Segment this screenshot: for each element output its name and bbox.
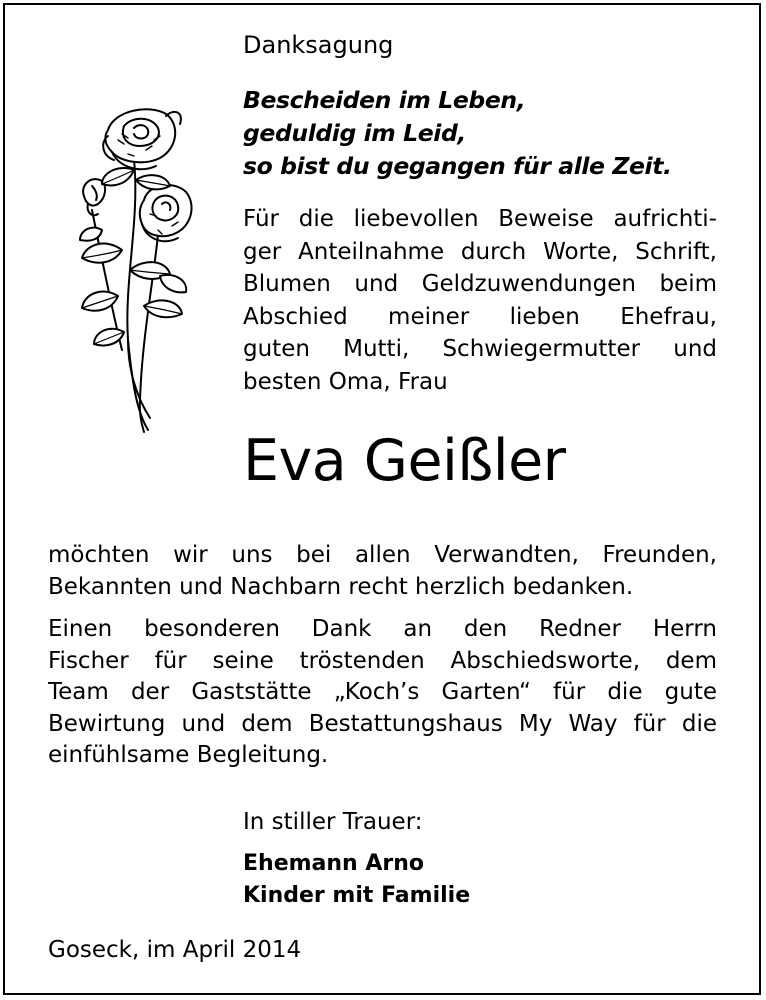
signoff-label: In stiller Trauer: [243, 809, 423, 835]
thanks-paragraph [48, 540, 717, 603]
mourner-line: Kinder mit Familie [243, 883, 471, 908]
intro-line: besten Oma, Frau [243, 368, 448, 395]
motto-line: geduldig im Leid, [243, 119, 466, 147]
signoff-names [243, 848, 470, 912]
notice-heading: Danksagung [243, 31, 394, 59]
motto-line: Bescheiden im Leben, [243, 86, 526, 114]
thanks-line: Bekannten und Nachbarn recht herzlich bedanken. [48, 573, 634, 600]
intro-line: Für die liebevollen Beweise aufrichti- [243, 206, 717, 232]
deceased-name: Eva Geißler [243, 428, 566, 494]
special-thanks-line: Einen besonderen Dank an den Redner Herrn [48, 616, 717, 642]
motto-line: so bist du gegangen für alle Zeit. [243, 152, 672, 180]
intro-paragraph [243, 203, 717, 398]
intro-line: Abschied meiner lieben Ehefrau, [243, 303, 717, 330]
intro-line: Blumen und Geldzuwendungen beim [243, 271, 717, 297]
special-thanks-line: einfühlsame Begleitung. [48, 742, 329, 768]
thanks-line: möchten wir uns bei allen Verwandten, Freunden, [48, 542, 717, 568]
special-thanks-line: Bewirtung und dem Bestattungshaus My Way für die [48, 710, 717, 737]
rose-icon [62, 100, 212, 440]
mourner-line: Ehemann Arno [243, 851, 425, 876]
special-thanks-line: Team der Gaststätte „Koch’s Garten“ für die gute [48, 679, 717, 705]
special-thanks-paragraph [48, 614, 717, 772]
special-thanks-line: Fischer für seine tröstenden Abschiedsworte, dem [48, 647, 717, 674]
motto-verse [243, 84, 672, 183]
intro-line: ger Anteilnahme durch Worte, Schrift, [243, 238, 717, 265]
place-date: Goseck, im April 2014 [48, 937, 302, 963]
intro-line: guten Mutti, Schwiegermutter und [243, 336, 717, 362]
